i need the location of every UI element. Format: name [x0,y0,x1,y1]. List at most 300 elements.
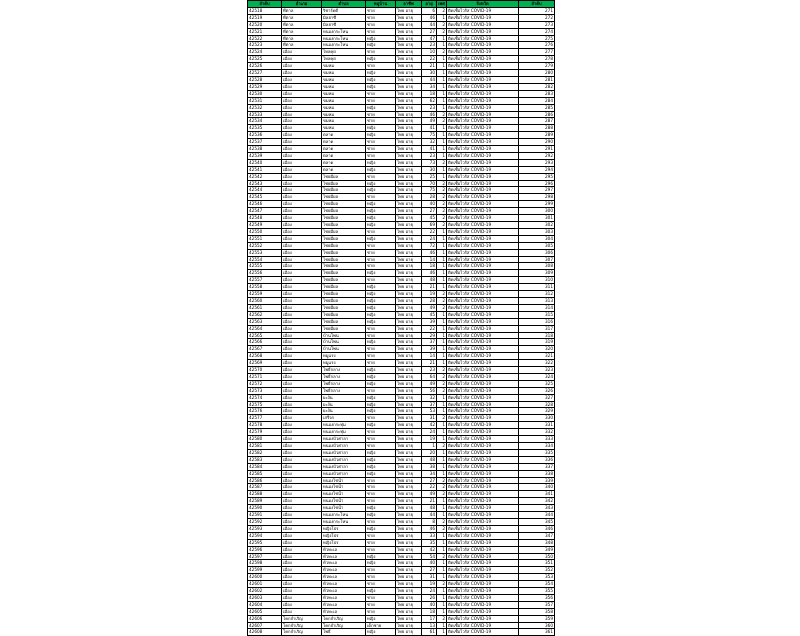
table-cell: 286 [519,111,555,118]
table-row [248,532,555,539]
table-cell: 61 [422,629,437,636]
table-cell: ขมหม [322,111,366,118]
table-cell: ติดเชื้อไวรัส COVID-19 [447,208,519,215]
table-cell: 341 [519,491,555,498]
table-cell: เมือง [282,401,322,408]
table-cell: 42592 [248,518,282,525]
table-cell: 46 [422,249,437,256]
table-cell: ชาย [366,256,396,263]
table-cell: 1 [437,588,447,595]
table-cell: หญิง [366,208,396,215]
table-cell: หญิง [366,159,396,166]
table-cell: 1 [437,311,447,318]
table-cell: เมือง [282,505,322,512]
table-cell: 42535 [248,125,282,132]
table-cell: 24 [422,588,437,595]
table-cell: ติดเชื้อไวรัส COVID-19 [447,90,519,97]
table-cell: เมือง [282,146,322,153]
table-cell: 282 [519,83,555,90]
table-cell: หญิง [366,463,396,470]
table-cell: ไชยมีผล [322,304,366,311]
table-row [248,380,555,387]
table-cell: ไทย อายุ [396,235,422,242]
table-cell: หญิง [366,449,396,456]
table-cell: ไทย อายุ [396,339,422,346]
table-cell: 40 [422,560,437,567]
table-cell: 42550 [248,228,282,235]
table-cell: 44 [422,512,437,519]
table-cell: ไชยมีผล [322,222,366,229]
table-cell: เมือง [282,339,322,346]
table-cell: หญิง [366,297,396,304]
table-row [248,194,555,201]
table-cell: ชาย [366,97,396,104]
table-cell: 42536 [248,132,282,139]
table-cell: 1 [437,401,447,408]
table-cell: ไทย อายุ [396,49,422,56]
table-cell: 25 [422,173,437,180]
table-cell: ติดเชื้อไวรัส COVID-19 [447,166,519,173]
table-cell: ไทย อายุ [396,90,422,97]
table-cell: 42566 [248,339,282,346]
table-cell: ไทย อายุ [396,263,422,270]
table-cell: 42520 [248,21,282,28]
table-cell: หญิง [366,629,396,636]
table-cell: ติดเชื้อไวรัส COVID-19 [447,553,519,560]
table-cell: 42598 [248,560,282,567]
table-cell: ตลาด [322,146,366,153]
table-cell: ไชยมีผล [322,187,366,194]
table-cell: ชาย [366,436,396,443]
table-cell: 302 [519,222,555,229]
table-cell: ไทย อายุ [396,560,422,567]
table-cell: ชาย [366,146,396,153]
table-cell: หัวทะเล [322,567,366,574]
table-cell: 350 [519,553,555,560]
table-cell: ติดเชื้อไวรัส COVID-19 [447,387,519,394]
table-cell: 42570 [248,367,282,374]
table-cell: ติดเชื้อไวรัส COVID-19 [447,456,519,463]
table-cell: เมือง [282,325,322,332]
table-cell: 1 [437,339,447,346]
table-cell: 42596 [248,546,282,553]
table-cell: ติดเชื้อไวรัส COVID-19 [447,594,519,601]
table-cell: ไชยมีผล [322,228,366,235]
table-cell: ติดเชื้อไวรัส COVID-19 [447,581,519,588]
table-cell: 44 [422,21,437,28]
table-cell: ติดเชื้อไวรัส COVID-19 [447,560,519,567]
table-cell: เมือง [282,594,322,601]
table-cell: 42565 [248,332,282,339]
table-cell: 274 [519,28,555,35]
table-cell: ติดเชื้อไวรัส COVID-19 [447,367,519,374]
table-cell: 42532 [248,104,282,111]
table-cell: 42587 [248,484,282,491]
header-cell: จังหวัด [447,1,519,8]
table-cell: หญิง [366,339,396,346]
table-cell: เมือง [282,97,322,104]
table-row [248,408,555,415]
table-cell: เมือง [282,588,322,595]
table-cell: 1 [437,104,447,111]
table-cell: 2 [437,222,447,229]
table-cell: ติดเชื้อไวรัส COVID-19 [447,443,519,450]
table-cell: หญิง [366,104,396,111]
table-cell: 42 [422,546,437,553]
table-cell: 42581 [248,443,282,450]
table-cell: ไทย อายุ [396,132,422,139]
table-cell: 42526 [248,63,282,70]
table-cell: เมือง [282,194,322,201]
table-cell: ชาย [366,139,396,146]
table-cell: ไทย อายุ [396,581,422,588]
table-cell: หนองกระโหน [322,28,366,35]
table-cell: ไชยมีผล [322,311,366,318]
table-cell: 22 [422,228,437,235]
table-cell: 42551 [248,235,282,242]
table-cell: หญิง [366,83,396,90]
table-cell: เมือง [282,70,322,77]
table-row [248,325,555,332]
table-cell: ไทย อายุ [396,456,422,463]
table-cell: ติดเชื้อไวรัส COVID-19 [447,353,519,360]
table-cell: หัวทะเล [322,574,366,581]
table-cell: 2 [437,159,447,166]
table-cell: 335 [519,449,555,456]
table-cell: เมือง [282,436,322,443]
table-cell: ไทย อายุ [396,470,422,477]
table-row [248,132,555,139]
table-row [248,512,555,519]
table-cell: 356 [519,594,555,601]
table-cell: 22 [422,56,437,63]
table-cell: 1 [437,567,447,574]
table-cell: เมือง [282,159,322,166]
table-cell: เมือง [282,346,322,353]
table-cell: 40 [422,601,437,608]
table-cell: หญิง [366,201,396,208]
table-cell: 334 [519,443,555,450]
table-cell: 42553 [248,249,282,256]
table-cell: เมือง [282,49,322,56]
table-cell: 298 [519,194,555,201]
table-cell: ทีตาล [282,7,322,14]
table-cell: เมือง [282,277,322,284]
table-cell: ไทย อายุ [396,297,422,304]
table-cell: ไทย อายุ [396,608,422,615]
table-cell: ไทย อายุ [396,380,422,387]
table-row [248,42,555,49]
table-cell: เมือง [282,373,322,380]
table-cell: ชาย [366,228,396,235]
table-cell: 2 [437,111,447,118]
table-cell: 1 [437,422,447,429]
table-cell: หมูแรง [322,360,366,367]
table-cell: หนองกระโหน [322,42,366,49]
table-cell: หญิง [366,222,396,229]
table-cell: 303 [519,228,555,235]
table-cell: เมือง [282,560,322,567]
table-cell: ริชาร์ดดี [322,7,366,14]
table-row [248,477,555,484]
table-cell: 353 [519,574,555,581]
table-cell: 53 [422,408,437,415]
table-cell: เมือง [282,63,322,70]
table-row [248,291,555,298]
table-cell: เมือง [282,546,322,553]
table-cell: ไทย อายุ [396,83,422,90]
table-cell: ติดเชื้อไวรัส COVID-19 [447,222,519,229]
table-cell: 44 [422,76,437,83]
table-cell: ไทย อายุ [396,546,422,553]
table-cell: ไทย อายุ [396,367,422,374]
table-cell: ติดเชื้อไวรัส COVID-19 [447,228,519,235]
table-cell: ไทย อายุ [396,346,422,353]
table-row [248,14,555,21]
table-cell: เมือง [282,367,322,374]
table-cell: ไทย อายุ [396,408,422,415]
table-cell: เสรีจร [322,415,366,422]
table-cell: 64 [422,373,437,380]
table-cell: ไทย อายุ [396,484,422,491]
table-cell: เมือง [282,173,322,180]
table-cell: ไทย อายุ [396,498,422,505]
table-cell: ติดเชื้อไวรัส COVID-19 [447,111,519,118]
table-cell: 8 [422,518,437,525]
table-cell: เมือง [282,118,322,125]
table-cell: ไทย อายุ [396,70,422,77]
table-cell: 1 [437,263,447,270]
header-cell: ลำดับ [519,1,555,8]
table-row [248,574,555,581]
table-cell: 69 [422,222,437,229]
table-cell: 338 [519,470,555,477]
table-cell: โพธิ์กลาง [322,387,366,394]
table-row [248,56,555,63]
header-cell: ตำบล [322,1,366,8]
table-cell: ชาย [366,518,396,525]
table-cell: ติดเชื้อไวรัส COVID-19 [447,14,519,21]
table-cell: 30 [422,70,437,77]
table-cell: หัวทะเล [322,608,366,615]
table-cell: 31 [422,574,437,581]
table-cell: 2 [437,518,447,525]
table-cell: 307 [519,256,555,263]
table-cell: หญิงโปร [322,539,366,546]
table-cell: 42561 [248,304,282,311]
table-cell: 42584 [248,463,282,470]
table-cell: เมือง [282,491,322,498]
table-cell: 19 [422,436,437,443]
table-cell: 1 [437,532,447,539]
table-cell: เมือง [282,242,322,249]
table-cell: 42595 [248,539,282,546]
table-cell: เมือง [282,263,322,270]
table-cell: หญิง [366,70,396,77]
table-row [248,187,555,194]
table-cell: 1 [437,76,447,83]
table-cell: หญิง [366,553,396,560]
table-cell: หญิง [366,166,396,173]
table-cell: 288 [519,125,555,132]
table-cell: เมือง [282,567,322,574]
table-cell: 2 [437,443,447,450]
table-cell: ติดเชื้อไวรัส COVID-19 [447,146,519,153]
table-cell: ไทย อายุ [396,629,422,636]
table-cell: หนองบัวศาลา [322,436,366,443]
table-row [248,297,555,304]
table-cell: ไทย อายุ [396,284,422,291]
table-row [248,491,555,498]
table-cell: 348 [519,539,555,546]
table-cell: 28 [422,297,437,304]
table-row [248,76,555,83]
table-cell: ผะงัน [322,394,366,401]
table-cell: ติดเชื้อไวรัส COVID-19 [447,70,519,77]
table-cell: ไทย อายุ [396,360,422,367]
table-cell: 42558 [248,284,282,291]
table-cell: 46 [422,14,437,21]
table-cell: ไทย อายุ [396,180,422,187]
table-cell: เมือง [282,249,322,256]
table-cell: หัวทะเล [322,581,366,588]
table-row [248,518,555,525]
table-cell: ไทย อายุ [396,588,422,595]
table-row [248,208,555,215]
table-cell: 35 [422,539,437,546]
table-cell: 2 [437,194,447,201]
table-cell: ไทย อายุ [396,146,422,153]
table-cell: ไทย อายุ [396,401,422,408]
table-cell: 20 [422,449,437,456]
table-cell: ไหลคุย [322,49,366,56]
table-cell: 13 [422,622,437,629]
table-cell: 48 [422,277,437,284]
table-cell: 1 [437,277,447,284]
table-cell: หญิง [366,588,396,595]
table-cell: 1 [437,284,447,291]
header-cell: ลำดับ [248,1,282,8]
table-cell: หนองบัวศาลา [322,449,366,456]
table-cell: เมือง [282,601,322,608]
table-cell: 42534 [248,118,282,125]
table-cell: 18 [422,608,437,615]
table-cell: ไทย อายุ [396,277,422,284]
table-row [248,429,555,436]
table-cell: หญิง [366,180,396,187]
case-table [247,0,555,636]
table-cell: 37 [422,339,437,346]
table-row [248,152,555,159]
table-cell: 295 [519,173,555,180]
table-cell: หัวทะเล [322,553,366,560]
table-cell: 42608 [248,629,282,636]
table-cell: โพธิ์กลาง [322,380,366,387]
table-row [248,270,555,277]
table-row [248,90,555,97]
table-cell: ไทย อายุ [396,443,422,450]
table-cell: ไทย อายุ [396,104,422,111]
table-cell: ติดเชื้อไวรัส COVID-19 [447,567,519,574]
table-cell: 352 [519,567,555,574]
table-cell: ไทย อายุ [396,505,422,512]
table-cell: เมือง [282,332,322,339]
table-cell: เมือง [282,360,322,367]
table-row [248,228,555,235]
table-cell: 30 [422,166,437,173]
table-cell: ติดเชื้อไวรัส COVID-19 [447,436,519,443]
table-row [248,505,555,512]
table-cell: 340 [519,484,555,491]
table-cell: 342 [519,498,555,505]
table-cell: ติดเชื้อไวรัส COVID-19 [447,180,519,187]
table-cell: 323 [519,367,555,374]
table-cell: ไทย อายุ [396,111,422,118]
table-row [248,83,555,90]
table-cell: 1 [437,436,447,443]
table-cell: โคกจำเริญ [282,622,322,629]
table-cell: ตลาด [322,159,366,166]
table-cell: เมือง [282,422,322,429]
table-cell: 49 [422,118,437,125]
table-row [248,546,555,553]
table-cell: 2 [437,21,447,28]
table-cell: เมือง [282,456,322,463]
table-row [248,346,555,353]
table-row [248,525,555,532]
table-cell: 1 [437,146,447,153]
table-cell: ติดเชื้อไวรัส COVID-19 [447,449,519,456]
table-cell: เมือง [282,208,322,215]
table-cell: โคกจำเริญ [282,615,322,622]
table-cell: หนองกระโหน [322,512,366,519]
table-cell: ชาย [366,152,396,159]
table-cell: ติดเชื้อไวรัส COVID-19 [447,97,519,104]
table-cell: เมือง [282,408,322,415]
table-cell: ขมหม [322,125,366,132]
table-cell: ไทย อายุ [396,567,422,574]
table-row [248,222,555,229]
table-cell: หนองกระโหน [322,35,366,42]
table-cell: ชาย [366,28,396,35]
table-cell: ทีตาล [282,14,322,21]
table-row [248,339,555,346]
table-cell: 337 [519,463,555,470]
table-cell: ติดเชื้อไวรัส COVID-19 [447,235,519,242]
table-row [248,588,555,595]
table-cell: หนองกระทุ่ม [322,429,366,436]
table-cell: เด็กชาย [366,622,396,629]
table-cell: 354 [519,581,555,588]
table-cell: เมือง [282,311,322,318]
table-cell: 18 [422,263,437,270]
table-cell: 42577 [248,415,282,422]
table-cell: 2 [437,415,447,422]
table-cell: มิลฮาซี [322,14,366,21]
table-row [248,367,555,374]
table-cell: 351 [519,560,555,567]
table-cell: 1 [437,325,447,332]
table-cell: 42564 [248,325,282,332]
table-cell: 2 [437,615,447,622]
table-cell: ไทย อายุ [396,42,422,49]
table-cell: 21 [422,360,437,367]
table-cell: 1 [437,235,447,242]
table-cell: หญิง [366,525,396,532]
table-cell: 42531 [248,97,282,104]
table-cell: 328 [519,401,555,408]
table-cell: เมือง [282,83,322,90]
